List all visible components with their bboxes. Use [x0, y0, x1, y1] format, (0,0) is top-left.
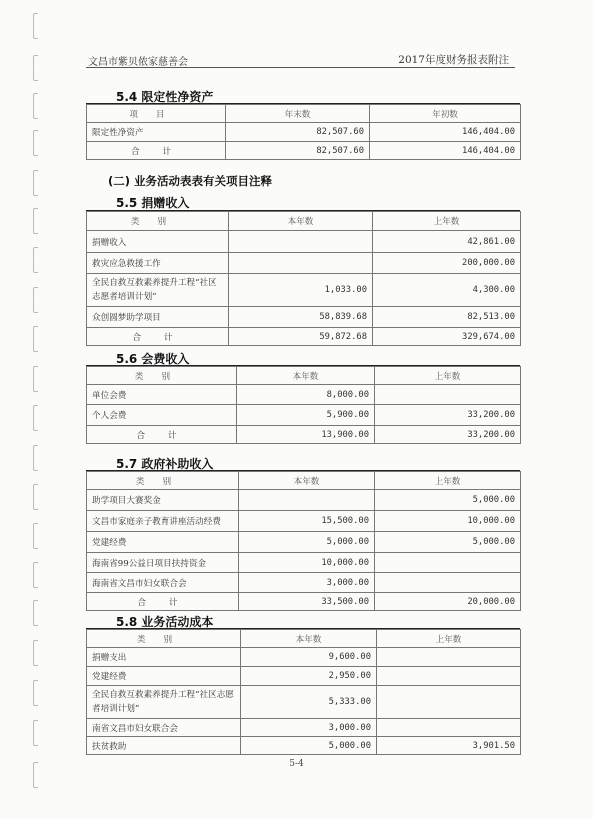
total-label: 合 计 — [87, 142, 226, 160]
row-label: 南省文昌市妇女联合会 — [87, 719, 241, 737]
table-row — [87, 686, 521, 719]
col-header: 类别 — [87, 630, 241, 648]
cell-value: 329,674.00 — [373, 328, 521, 346]
row-label: 全民自救互救素养提升工程“社区志愿者培训计划” — [87, 274, 229, 307]
table-row — [87, 490, 521, 511]
cell-value: 82,507.60 — [226, 142, 370, 160]
cell-value — [375, 385, 521, 405]
cell-value: 33,500.00 — [239, 593, 375, 611]
col-header: 类别 — [87, 472, 239, 490]
table-row — [87, 511, 521, 532]
cell-value: 10,000.00 — [239, 553, 375, 573]
col-header: 上年数 — [377, 630, 521, 648]
col-header: 年末数 — [226, 105, 370, 123]
table-row — [87, 385, 521, 405]
cell-value — [377, 648, 521, 667]
binder-mark — [33, 600, 38, 626]
cell-value: 59,872.68 — [229, 328, 373, 346]
table-membership-income — [86, 366, 521, 444]
cell-value: 5,000.00 — [239, 532, 375, 553]
binder-mark — [33, 523, 38, 549]
col-header: 上年数 — [375, 367, 521, 385]
row-label: 众创圆梦助学项目 — [87, 307, 229, 328]
cell-value: 5,900.00 — [237, 405, 375, 426]
table-row — [87, 737, 521, 755]
table-row — [87, 719, 521, 737]
total-row — [87, 426, 521, 444]
row-label: 助学项目大赛奖金 — [87, 490, 239, 511]
table-header-row — [87, 105, 521, 123]
cell-value — [377, 719, 521, 737]
row-label: 文昌市家庭亲子教育讲座活动经费 — [87, 511, 239, 532]
row-label: 捐赠支出 — [87, 648, 241, 667]
table-header-row — [87, 630, 521, 648]
table-restricted-net-assets — [86, 104, 521, 160]
row-label: 救灾应急救援工作 — [87, 253, 229, 274]
cell-value: 4,300.00 — [373, 274, 521, 307]
row-label: 党建经费 — [87, 532, 239, 553]
cell-value: 58,839.68 — [229, 307, 373, 328]
col-header: 项目 — [87, 105, 226, 123]
cell-value: 146,404.00 — [370, 142, 521, 160]
binder-mark — [33, 93, 38, 119]
table-donation-income — [86, 211, 521, 346]
col-header: 类别 — [87, 212, 229, 231]
table-row — [87, 667, 521, 686]
col-header: 本年数 — [229, 212, 373, 231]
cell-value: 20,000.00 — [375, 593, 521, 611]
total-label: 合 计 — [87, 593, 239, 611]
table-row — [87, 253, 521, 274]
binder-mark — [33, 405, 38, 431]
cell-value: 5,000.00 — [375, 532, 521, 553]
table-header-row — [87, 367, 521, 385]
cell-value — [375, 553, 521, 573]
binder-mark — [33, 55, 38, 81]
total-row — [87, 142, 521, 160]
cell-value: 82,507.60 — [226, 123, 370, 142]
cell-value: 200,000.00 — [373, 253, 521, 274]
table-header-row — [87, 472, 521, 490]
binder-mark — [33, 13, 38, 39]
cell-value: 10,000.00 — [375, 511, 521, 532]
binder-mark — [33, 720, 38, 746]
binder-mark — [33, 445, 38, 471]
row-label: 海南省99公益日项目扶持资金 — [87, 553, 239, 573]
row-label: 党建经费 — [87, 667, 241, 686]
binder-mark — [33, 562, 38, 588]
cell-value — [239, 490, 375, 511]
col-header: 本年数 — [237, 367, 375, 385]
col-header: 上年数 — [375, 472, 521, 490]
page-number: 5-4 — [289, 759, 304, 769]
cell-value: 5,000.00 — [375, 490, 521, 511]
row-label: 海南省文昌市妇女联合会 — [87, 573, 239, 593]
row-label: 捐赠收入 — [87, 231, 229, 253]
col-header: 类别 — [87, 367, 237, 385]
table-row — [87, 274, 521, 307]
row-label: 个人会费 — [87, 405, 237, 426]
cell-value: 9,600.00 — [241, 648, 377, 667]
col-header: 本年数 — [239, 472, 375, 490]
row-label: 扶贫救助 — [87, 737, 241, 755]
cell-value — [377, 667, 521, 686]
cell-value: 3,000.00 — [241, 719, 377, 737]
cell-value: 146,404.00 — [370, 123, 521, 142]
total-row — [87, 593, 521, 611]
cell-value: 5,333.00 — [241, 686, 377, 719]
total-label: 合 计 — [87, 328, 229, 346]
table-row — [87, 648, 521, 667]
total-row — [87, 328, 521, 346]
cell-value — [375, 573, 521, 593]
cell-value: 2,950.00 — [241, 667, 377, 686]
table-row — [87, 553, 521, 573]
cell-value: 3,000.00 — [239, 573, 375, 593]
total-label: 合 计 — [87, 426, 237, 444]
binder-mark — [33, 170, 38, 196]
col-header: 年初数 — [370, 105, 521, 123]
binder-mark — [33, 484, 38, 510]
cell-value — [377, 686, 521, 719]
section-title-5-5: 5.5 捐赠收入 — [116, 196, 190, 210]
cell-value: 13,900.00 — [237, 426, 375, 444]
table-row — [87, 307, 521, 328]
cell-value: 42,861.00 — [373, 231, 521, 253]
subsection-heading: (二) 业务活动表表有关项目注释 — [108, 174, 273, 188]
table-row — [87, 573, 521, 593]
section-title-5-7: 5.7 政府补助收入 — [116, 457, 214, 471]
section-title-5-4: 5.4 限定性净资产 — [116, 90, 214, 104]
cell-value: 82,513.00 — [373, 307, 521, 328]
binder-mark — [33, 366, 38, 392]
binder-mark — [33, 680, 38, 706]
cell-value: 5,000.00 — [241, 737, 377, 755]
table-row — [87, 231, 521, 253]
cell-value: 33,200.00 — [375, 405, 521, 426]
row-label: 全民自救互救素养提升工程“社区志愿者培训计划” — [87, 686, 241, 719]
table-header-row — [87, 212, 521, 231]
header-report-title: 2017年度财务报表附注 — [398, 54, 509, 66]
table-row — [87, 532, 521, 553]
cell-value — [229, 253, 373, 274]
binder-mark — [33, 326, 38, 352]
header-rule — [86, 67, 515, 68]
binder-mark — [33, 640, 38, 666]
table-business-activity-cost — [86, 629, 521, 755]
cell-value: 8,000.00 — [237, 385, 375, 405]
table-government-subsidy-income — [86, 471, 521, 611]
table-row — [87, 123, 521, 142]
binder-mark — [33, 130, 38, 156]
cell-value: 15,500.00 — [239, 511, 375, 532]
binder-mark — [33, 247, 38, 273]
cell-value: 3,901.50 — [377, 737, 521, 755]
col-header: 本年数 — [241, 630, 377, 648]
header-organization: 文昌市紫贝侬家慈善会 — [88, 57, 188, 68]
binder-mark — [33, 287, 38, 313]
row-label: 单位会费 — [87, 385, 237, 405]
table-row — [87, 405, 521, 426]
binder-mark — [33, 208, 38, 234]
cell-value: 33,200.00 — [375, 426, 521, 444]
section-title-5-8: 5.8 业务活动成本 — [116, 615, 214, 629]
cell-value — [229, 231, 373, 253]
row-label: 限定性净资产 — [87, 123, 226, 142]
cell-value: 1,033.00 — [229, 274, 373, 307]
section-title-5-6: 5.6 会费收入 — [116, 352, 190, 366]
col-header: 上年数 — [373, 212, 521, 231]
